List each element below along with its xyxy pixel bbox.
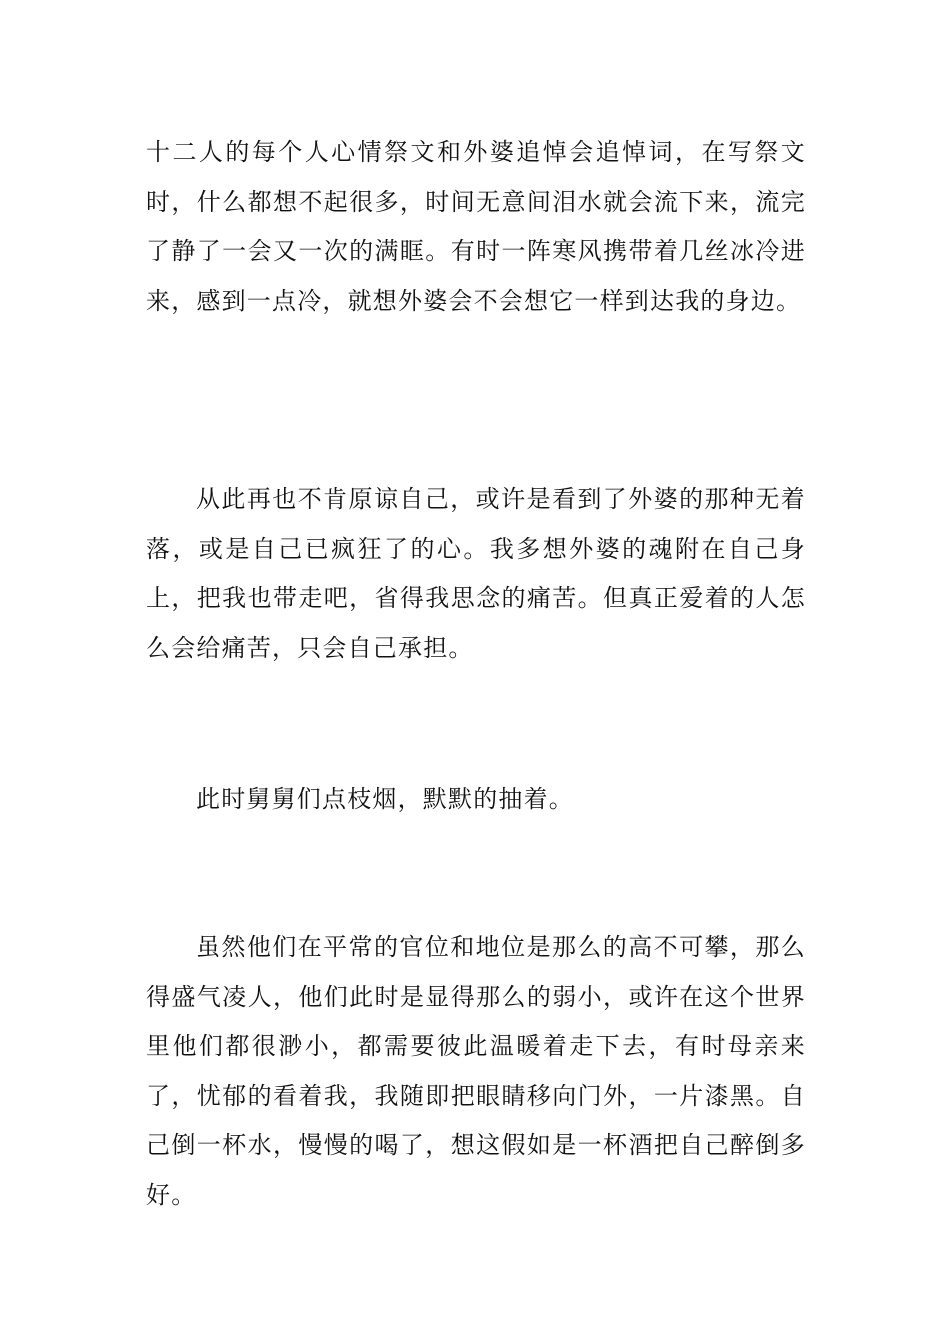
paragraph-3: 此时舅舅们点枝烟，默默的抽着。: [196, 785, 574, 813]
paragraph-2: 从此再也不肯原谅自己，或许是看到了外婆的那种无着落，或是自己已疯狂了的心。我多想外婆的魂附在自己身上，把我也带走吧，省得我思念的痛苦。但真正爱着的人怎么会给痛苦，只会自己承担。: [146, 485, 806, 662]
paragraph-4: 虽然他们在平常的官位和地位是那么的高不可攀，那么得盛气凌人，他们此时是显得那么的弱小，或许在这个世界里他们都很渺小，都需要彼此温暖着走下去，有时母亲来了，忧郁的看着我，我随即把眼睛移向门外，一片漆黑。自己倒一杯水，慢慢的喝了，想这假如是一杯酒把自己醉倒多好。: [146, 933, 806, 1209]
paragraph-1: 十二人的每个人心情祭文和外婆追悼会追悼词，在写祭文时，什么都想不起很多，时间无意间泪水就会流下来，流完了静了一会又一次的满眶。有时一阵寒风携带着几丝冰冷进来，感到一点冷，就想外婆会不会想它一样到达我的身边。: [146, 138, 806, 315]
